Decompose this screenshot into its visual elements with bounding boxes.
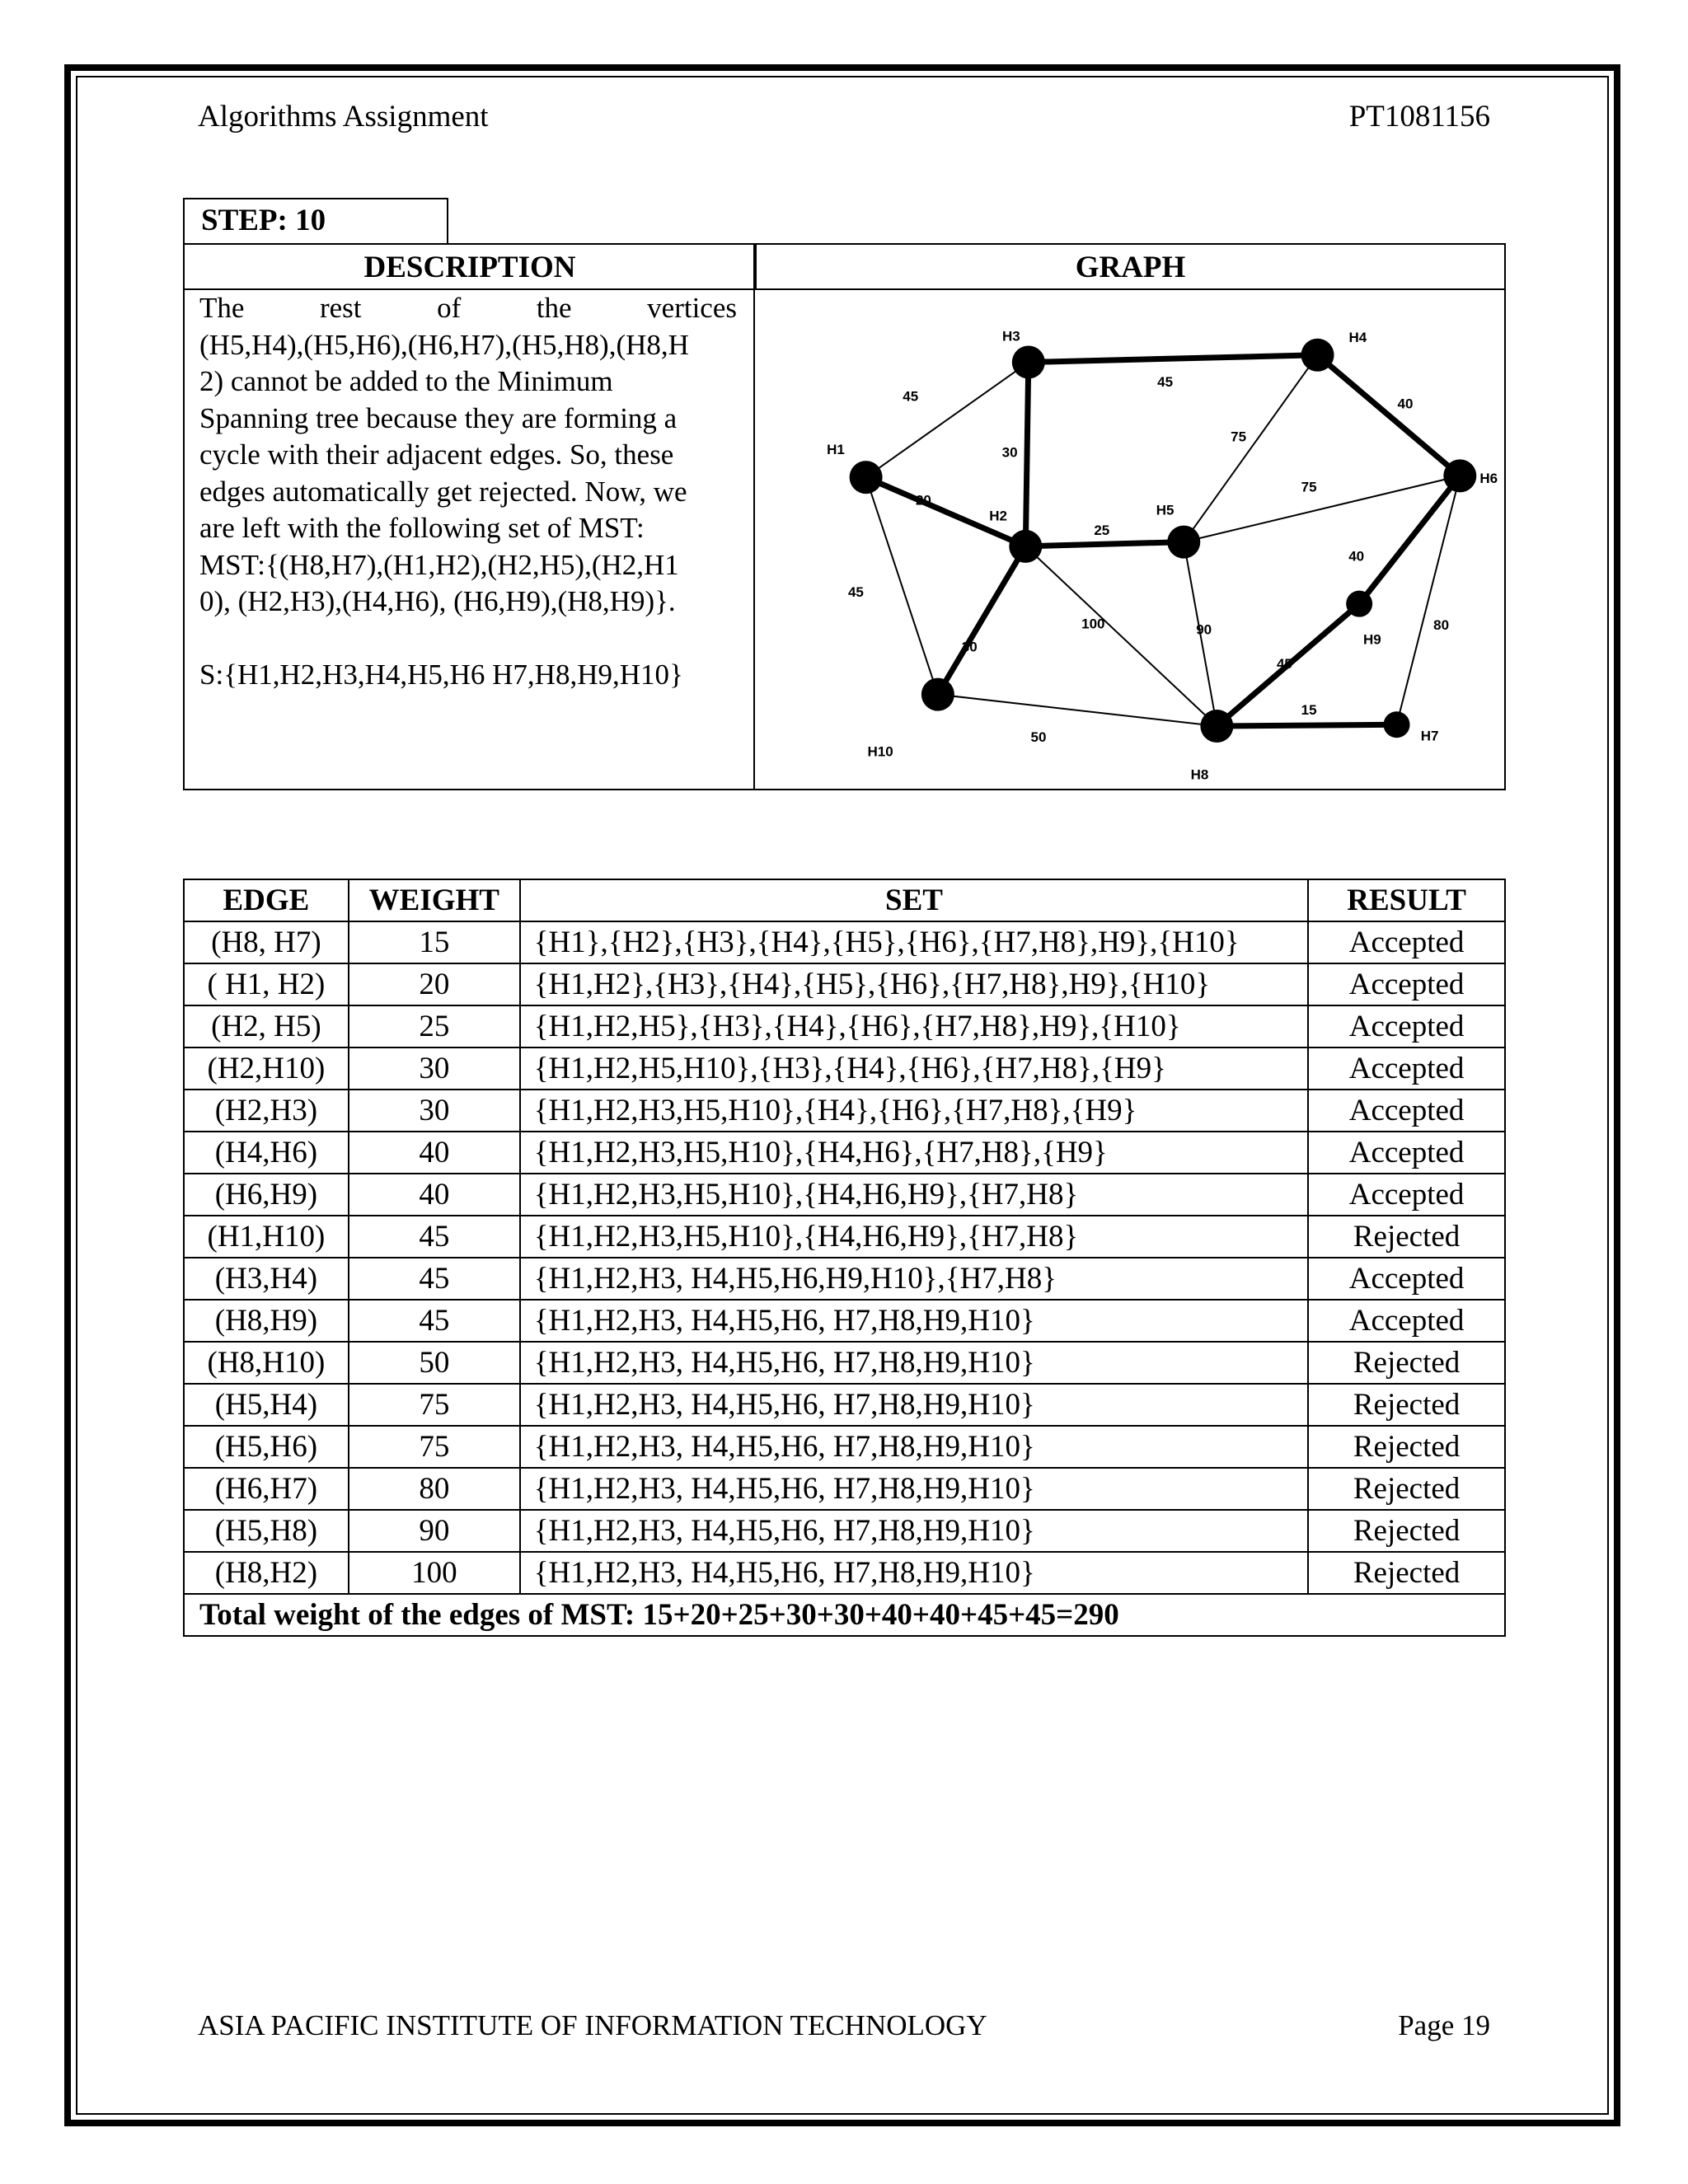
edge-cell: (H5,H6) [184, 1426, 349, 1468]
result-cell: Accepted [1308, 921, 1505, 963]
edge-weight-label: 100 [1081, 616, 1105, 632]
footer-page-number: Page 19 [1398, 2009, 1490, 2041]
column-divider [753, 245, 755, 789]
edge-weight-label: 75 [1231, 429, 1247, 445]
table-row [184, 963, 1505, 1005]
result-cell: Rejected [1308, 1468, 1505, 1510]
edge-H6-H9 [1359, 476, 1460, 603]
node-label-H5: H5 [1156, 502, 1175, 518]
table-row [184, 1552, 1505, 1594]
edge-H2-H8 [1025, 546, 1217, 726]
header-result: RESULT [1308, 879, 1505, 921]
header-edge: EDGE [184, 879, 349, 921]
edge-cell: (H8,H2) [184, 1552, 349, 1594]
edge-weight-label: 45 [903, 388, 919, 405]
edge-weight-label: 45 [1157, 374, 1174, 391]
set-cell: {H1,H2,H3,H5,H10},{H4},{H6},{H7,H8},{H9} [520, 1090, 1308, 1132]
node-label-H10: H10 [867, 743, 893, 760]
weight-cell: 45 [349, 1300, 520, 1342]
node-label-H7: H7 [1420, 728, 1439, 744]
description-line: 0), (H2,H3),(H4,H6), (H6,H9),(H8,H9)}. [199, 585, 676, 617]
edge-weight-label: 40 [1397, 396, 1414, 412]
result-cell: Accepted [1308, 963, 1505, 1005]
edge-cell: (H6,H9) [184, 1174, 349, 1216]
weight-cell: 75 [349, 1384, 520, 1426]
node-H7 [1384, 711, 1410, 738]
description-line: 2) cannot be added to the Minimum [199, 365, 613, 397]
edge-cell: (H5,H8) [184, 1510, 349, 1552]
node-label-H4: H4 [1348, 330, 1367, 346]
set-cell: {H1,H2,H5,H10},{H3},{H4},{H6},{H7,H8},{H9} [520, 1047, 1308, 1090]
table-row [184, 1426, 1505, 1468]
edge-weight-label: 30 [961, 639, 978, 655]
description-header: DESCRIPTION [185, 245, 755, 290]
set-cell: {H1,H2,H3, H4,H5,H6, H7,H8,H9,H10} [520, 1552, 1308, 1594]
edge-weight-label: 15 [1301, 702, 1317, 719]
total-weight: Total weight of the edges of MST: 15+20+25+30+30+40+40+45+45=290 [184, 1594, 1505, 1636]
total-row [184, 1594, 1505, 1636]
edge-weight-label: 80 [1433, 617, 1450, 634]
set-cell: {H1,H2,H3, H4,H5,H6, H7,H8,H9,H10} [520, 1468, 1308, 1510]
kruskal-table [183, 879, 1506, 1637]
node-label-H6: H6 [1479, 471, 1498, 487]
result-cell: Rejected [1308, 1552, 1505, 1594]
set-cell: {H1,H2,H3, H4,H5,H6, H7,H8,H9,H10} [520, 1510, 1308, 1552]
result-cell: Accepted [1308, 1090, 1505, 1132]
edge-weight-label: 25 [1094, 522, 1110, 538]
set-cell: {H1,H2,H3, H4,H5,H6, H7,H8,H9,H10} [520, 1300, 1308, 1342]
set-cell: {H1,H2,H5},{H3},{H4},{H6},{H7,H8},H9},{H10} [520, 1005, 1308, 1047]
node-H10 [921, 678, 954, 711]
edge-H4-H6 [1318, 355, 1461, 476]
set-cell: {H1,H2,H3,H5,H10},{H4,H6,H9},{H7,H8} [520, 1216, 1308, 1258]
edge-cell: (H6,H7) [184, 1468, 349, 1510]
table-row [184, 1174, 1505, 1216]
edge-cell: (H4,H6) [184, 1132, 349, 1174]
node-label-H2: H2 [989, 508, 1008, 524]
description-line: edges automatically get rejected. Now, we [199, 475, 687, 508]
graph-header: GRAPH [755, 245, 1504, 290]
weight-cell: 50 [349, 1342, 520, 1384]
mst-graph [757, 292, 1503, 789]
weight-cell: 30 [349, 1047, 520, 1090]
table-row [184, 921, 1505, 963]
set-cell: {H1},{H2},{H3},{H4},{H5},{H6},{H7,H8},H9},{H10} [520, 921, 1308, 963]
table-header-row [184, 879, 1505, 921]
description-line: Spanning tree because they are forming a [199, 401, 678, 434]
node-label-H8: H8 [1190, 766, 1209, 783]
table-row [184, 1005, 1505, 1047]
node-H5 [1167, 526, 1200, 559]
table-row [184, 1384, 1505, 1426]
edge-H1-H10 [866, 477, 938, 694]
result-cell: Rejected [1308, 1510, 1505, 1552]
set-line: S:{H1,H2,H3,H4,H5,H6 H7,H8,H9,H10} [199, 658, 683, 691]
description-line: (H5,H4),(H5,H6),(H6,H7),(H5,H8),(H8,H [199, 328, 689, 361]
edge-H3-H4 [1029, 355, 1318, 363]
edge-weight-label: 90 [1196, 621, 1212, 638]
edge-cell: (H8,H10) [184, 1342, 349, 1384]
set-cell: {H1,H2,H3,H5,H10},{H4,H6,H9},{H7,H8} [520, 1174, 1308, 1216]
result-cell: Accepted [1308, 1258, 1505, 1300]
edge-weight-label: 50 [1030, 729, 1047, 746]
node-label-H9: H9 [1362, 631, 1381, 648]
description-paragraph [199, 290, 737, 621]
description-line: The rest of the vertices [199, 292, 737, 324]
node-H9 [1346, 591, 1372, 617]
header-weight: WEIGHT [349, 879, 520, 921]
node-H3 [1012, 346, 1045, 379]
result-cell: Accepted [1308, 1132, 1505, 1174]
graph-area [757, 292, 1503, 789]
edge-H3-H2 [1025, 363, 1028, 546]
table-row [184, 1510, 1505, 1552]
edge-weight-label: 45 [847, 583, 864, 600]
edge-cell: (H5,H4) [184, 1384, 349, 1426]
table-row [184, 1090, 1505, 1132]
step-label: STEP: 10 [183, 198, 448, 243]
table-row [184, 1132, 1505, 1174]
edge-weight-label: 30 [1001, 444, 1018, 461]
header-title: Algorithms Assignment [198, 100, 489, 134]
description-text [199, 290, 737, 693]
set-cell: {H1,H2,H3, H4,H5,H6, H7,H8,H9,H10} [520, 1426, 1308, 1468]
weight-cell: 40 [349, 1174, 520, 1216]
edge-cell: (H2,H10) [184, 1047, 349, 1090]
set-cell: {H1,H2,H3, H4,H5,H6,H9,H10},{H7,H8} [520, 1258, 1308, 1300]
table-row [184, 1258, 1505, 1300]
edge-weight-label: 45 [1276, 656, 1292, 673]
edge-H2-H10 [938, 546, 1025, 695]
set-cell: {H1,H2,H3, H4,H5,H6, H7,H8,H9,H10} [520, 1384, 1308, 1426]
node-H4 [1301, 339, 1334, 372]
result-cell: Accepted [1308, 1300, 1505, 1342]
footer-institute: ASIA PACIFIC INSTITUTE OF INFORMATION TECHNOLOGY [198, 2009, 987, 2041]
node-label-H1: H1 [827, 442, 845, 458]
description-line: are left with the following set of MST: [199, 512, 645, 544]
weight-cell: 45 [349, 1258, 520, 1300]
result-cell: Accepted [1308, 1005, 1505, 1047]
set-cell: {H1,H2},{H3},{H4},{H5},{H6},{H7,H8},H9},{H10} [520, 963, 1308, 1005]
table-row [184, 1047, 1505, 1090]
weight-cell: 80 [349, 1468, 520, 1510]
node-H6 [1443, 459, 1476, 492]
node-H8 [1200, 710, 1233, 743]
weight-cell: 90 [349, 1510, 520, 1552]
step-table [183, 243, 1506, 790]
result-cell: Rejected [1308, 1384, 1505, 1426]
edge-weight-label: 40 [1348, 548, 1365, 565]
edge-weight-label: 20 [915, 492, 931, 509]
weight-cell: 25 [349, 1005, 520, 1047]
edge-cell: (H8, H7) [184, 921, 349, 963]
weight-cell: 15 [349, 921, 520, 963]
weight-cell: 20 [349, 963, 520, 1005]
node-H1 [850, 461, 883, 494]
weight-cell: 100 [349, 1552, 520, 1594]
set-cell: {H1,H2,H3,H5,H10},{H4,H6},{H7,H8},{H9} [520, 1132, 1308, 1174]
result-cell: Rejected [1308, 1342, 1505, 1384]
edge-H10-H8 [938, 695, 1217, 726]
table-row [184, 1300, 1505, 1342]
weight-cell: 30 [349, 1090, 520, 1132]
result-cell: Accepted [1308, 1174, 1505, 1216]
description-line: MST:{(H8,H7),(H1,H2),(H2,H5),(H2,H1 [199, 548, 679, 581]
result-cell: Rejected [1308, 1216, 1505, 1258]
table-row [184, 1342, 1505, 1384]
header-set: SET [520, 879, 1308, 921]
set-cell: {H1,H2,H3, H4,H5,H6, H7,H8,H9,H10} [520, 1342, 1308, 1384]
node-H2 [1009, 530, 1042, 563]
result-cell: Accepted [1308, 1047, 1505, 1090]
result-cell: Rejected [1308, 1426, 1505, 1468]
table-row [184, 1216, 1505, 1258]
edge-cell: (H2,H3) [184, 1090, 349, 1132]
weight-cell: 45 [349, 1216, 520, 1258]
weight-cell: 75 [349, 1426, 520, 1468]
description-line: cycle with their adjacent edges. So, these [199, 438, 674, 471]
edge-cell: (H2, H5) [184, 1005, 349, 1047]
edge-weight-label: 75 [1301, 479, 1317, 495]
edge-cell: (H8,H9) [184, 1300, 349, 1342]
header-student-id: PT1081156 [1348, 100, 1490, 134]
edge-H2-H5 [1025, 542, 1184, 546]
node-label-H3: H3 [1001, 328, 1020, 344]
table-row [184, 1468, 1505, 1510]
edge-cell: (H1,H10) [184, 1216, 349, 1258]
edge-H8-H7 [1217, 724, 1396, 726]
edge-cell: (H3,H4) [184, 1258, 349, 1300]
edge-cell: ( H1, H2) [184, 963, 349, 1005]
weight-cell: 40 [349, 1132, 520, 1174]
